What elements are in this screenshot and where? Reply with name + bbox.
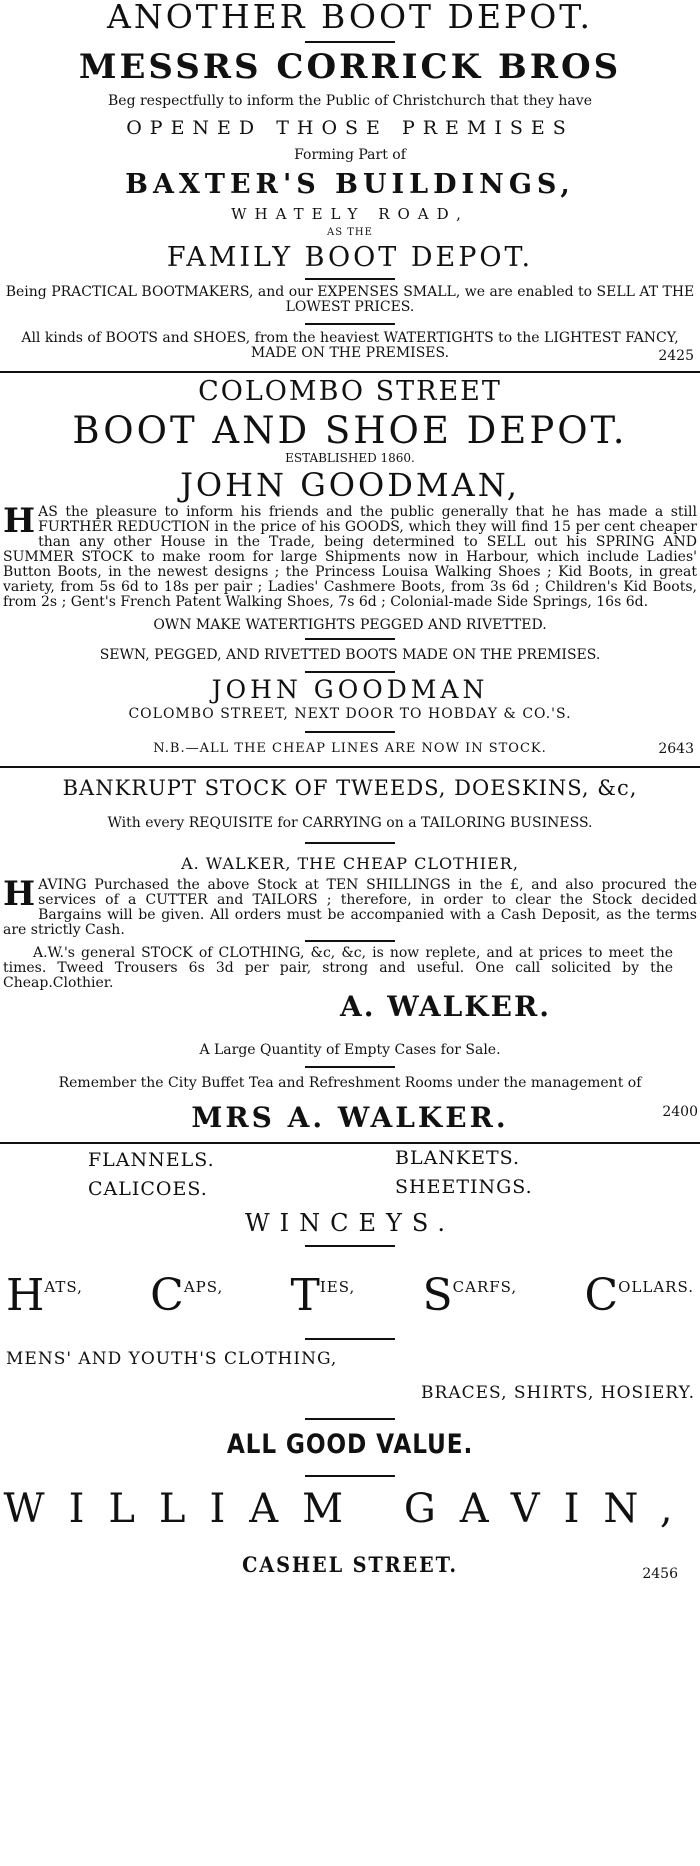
ad3-dropcap: H: [3, 874, 36, 914]
ad3-bankrupt: BANKRUPT STOCK OF TWEEDS, DOESKINS, &c,: [62, 776, 638, 800]
ad4-item-hats: HATS,: [6, 1270, 83, 1321]
ad2-established: ESTABLISHED 1860.: [285, 451, 415, 465]
ad2-rule-2: [305, 671, 395, 673]
ad2-body-block: [0, 501, 700, 610]
ad3-general: A.W.'s general STOCK of CLOTHING, &c, &c, is now replete, and at prices to meet the times. Tweed Trousers 6s 3d per pair, strong and useful. One call solicited by the Cheap.Clothier.: [3, 945, 673, 991]
ad2-name: JOHN GOODMAN,: [180, 466, 520, 504]
ad1-header: ANOTHER BOOT DEPOT.: [107, 0, 593, 36]
ad4-item-caps: CAPS,: [150, 1270, 224, 1321]
ad3-rule-1: [305, 842, 395, 844]
ad4-calicoes: CALICOES.: [88, 1178, 208, 1200]
ad1-kinds: All kinds of BOOTS and SHOES, from the heaviest WATERTIGHTS to the LIGHTEST FANCY, MADE ON THE PREMISES.: [21, 330, 679, 361]
ad3-number: 2400: [662, 1104, 698, 1120]
ad4-flannels: FLANNELS.: [88, 1149, 215, 1171]
ad2-nb: N.B.—ALL THE CHEAP LINES ARE NOW IN STOCK.: [153, 741, 547, 756]
ad1-opened: OPENED THOSE PREMISES: [126, 117, 574, 139]
ad3-requisite: With every REQUISITE for CARRYING on a TAILORING BUSINESS.: [107, 815, 593, 831]
ad1-road: WHATELY ROAD,: [231, 205, 469, 223]
ad4-item-collars: COLLARS.: [584, 1270, 694, 1321]
ad4-blankets: BLANKETS.: [395, 1147, 521, 1169]
ad3-body-block: [0, 874, 700, 938]
ad3-cases: A Large Quantity of Empty Cases for Sale.: [199, 1042, 501, 1058]
ad2-number: 2643: [658, 741, 694, 757]
ad3-mrs: MRS A. WALKER.: [191, 1101, 509, 1134]
ad4-rule-1: [305, 1245, 395, 1247]
ad1-rule-3: [305, 323, 395, 325]
ad4-item-scarfs: SCARFS,: [422, 1270, 518, 1321]
ad2-depot: BOOT AND SHOE DEPOT.: [72, 409, 628, 452]
ad1-rule-1: [305, 41, 395, 43]
ad1-forming: Forming Part of: [294, 147, 406, 163]
ad2-sewn: SEWN, PEGGED, AND RIVETTED BOOTS MADE ON THE PREMISES.: [99, 647, 601, 663]
ad3-name: A. WALKER.: [340, 990, 551, 1023]
ad2-address: COLOMBO STREET, NEXT DOOR TO HOBDAY & CO.'S.: [128, 706, 572, 722]
ad2-rule-3: [305, 731, 395, 733]
ad4-number: 2456: [642, 1566, 678, 1582]
ad2-rule-1: [305, 638, 395, 640]
ad2-dropcap: H: [3, 501, 36, 541]
ad4-street: CASHEL STREET.: [242, 1552, 458, 1577]
ad3-general-block: [0, 946, 700, 991]
ad3-rule-2: [305, 940, 395, 942]
ad3-clothier: A. WALKER, THE CHEAP CLOTHIER,: [181, 854, 519, 873]
ad1-rule-2: [305, 278, 395, 280]
divider-1: [0, 371, 700, 373]
ad4-braces: BRACES, SHIRTS, HOSIERY.: [421, 1383, 695, 1403]
ad1-inform: Beg respectfully to inform the Public of Christchurch that they have: [108, 93, 592, 109]
ad2-street: COLOMBO STREET: [198, 376, 502, 407]
ad4-value: ALL GOOD VALUE.: [226, 1429, 474, 1460]
ad1-buildings: BAXTER'S BUILDINGS,: [125, 169, 575, 200]
ad1-practical: Being PRACTICAL BOOTMAKERS, and our EXPENSES SMALL, we are enabled to SELL AT THE LOWEST PRICES.: [5, 284, 695, 315]
ad3-remember: Remember the City Buffet Tea and Refreshment Rooms under the management of: [58, 1075, 642, 1091]
ad4-rule-4: [305, 1475, 395, 1477]
ad2-own-make: OWN MAKE WATERTIGHTS PEGGED AND RIVETTED.: [153, 617, 547, 633]
ad2-body: [3, 501, 697, 610]
ad4-items-row: [0, 1262, 700, 1321]
ad4-rule-3: [305, 1418, 395, 1420]
ad4-item-ties: TIES,: [290, 1270, 356, 1321]
ad3-body: [3, 874, 697, 938]
ad1-number: 2425: [658, 348, 694, 364]
ad4-mens: MENS' AND YOUTH'S CLOTHING,: [6, 1349, 338, 1369]
ad4-sheetings: SHEETINGS.: [395, 1176, 533, 1198]
ad3-rule-3: [305, 1066, 395, 1068]
divider-2: [0, 766, 700, 768]
divider-3: [0, 1142, 700, 1144]
ad2-body-text: AS the pleasure to inform his friends and the public generally that he has made a still FURTHER REDUCTION in the price of his GOODS, which they will find 15 per cent cheaper than any other House in the Trade, being determined to SELL out his SPRING AND SUMMER STOCK to make room for large Shipments now in Harbour, which include Ladies' Button Boots, in the newest designs ; the Princess Louisa Walking Shoes ; Kid Boots, in great variety, from 5s 6d to 18s per pair ; Ladies' Cashmere Boots, from 3s 6d ; Children's Kid Boots, from 2s ; Gent's French Patent Walking Shoes, 7s 6d ; Colonial-made Side Springs, 16s 6d.: [3, 504, 697, 610]
ad1-depot: FAMILY BOOT DEPOT.: [166, 242, 534, 273]
ad4-name: WILLIAM GAVIN,: [3, 1486, 697, 1532]
ad4-winceys: WINCEYS.: [244, 1209, 456, 1237]
ad1-firm: MESSRS CORRICK BROS: [78, 47, 622, 87]
ad2-name2: JOHN GOODMAN: [211, 675, 489, 704]
ad3-body-text: AVING Purchased the above Stock at TEN SHILLINGS in the £, and also procured the services of a CUTTER and TAILORS ; therefore, in order to clear the Stock decided Bargains will be given. All orders must be accompanied with a Cash Deposit, as the terms are strictly Cash.: [3, 877, 697, 938]
ad1-as-the: AS THE: [327, 227, 373, 238]
ad4-rule-2: [305, 1338, 395, 1340]
